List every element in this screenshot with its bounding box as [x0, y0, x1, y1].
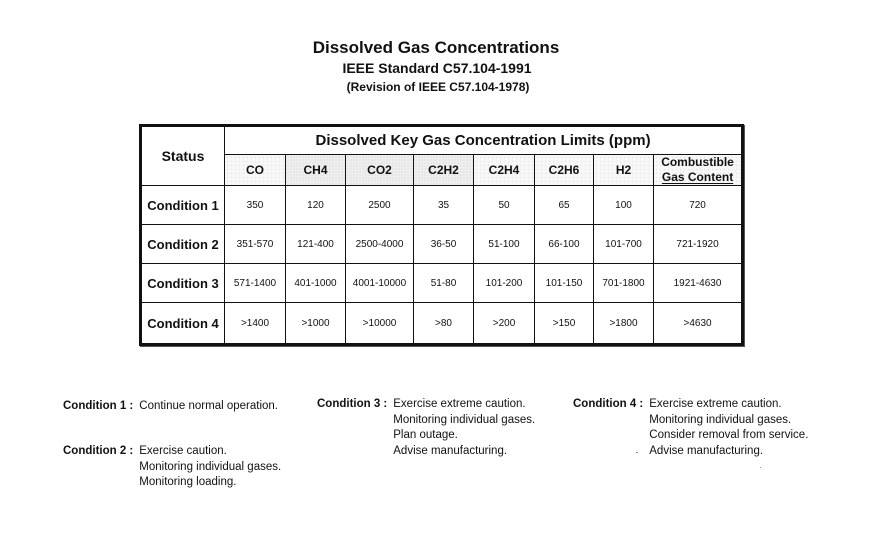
column-header-co2: CO2 [346, 155, 414, 186]
note-line: Exercise caution. [139, 445, 227, 457]
note-line: Monitoring individual gases. [393, 413, 536, 426]
column-header-c2h6: C2H6 [535, 155, 594, 186]
gas-concentration-table [139, 124, 744, 346]
table-cell: 101-150 [535, 264, 594, 303]
table-cell: 65 [535, 186, 594, 225]
table-cell: >200 [474, 303, 535, 345]
table-cell: >4630 [654, 303, 743, 345]
combustible-header-line2: Gas Content [661, 170, 734, 184]
table-cell: 720 [654, 186, 743, 225]
table-cell: 101-700 [594, 225, 654, 264]
table-cell: 4001-10000 [346, 264, 414, 303]
note-line: Plan outage. [393, 429, 458, 441]
table-cell: >1400 [225, 303, 286, 345]
note-label: Condition 2 : [63, 445, 134, 457]
note-line: Monitoring loading. [139, 476, 237, 488]
table-cell: 101-200 [474, 264, 535, 303]
note-lines [649, 397, 808, 459]
table-cell: >80 [414, 303, 474, 345]
note-line: Advise manufacturing. [649, 444, 764, 457]
table-cell: 100 [594, 186, 654, 225]
note-condition-4 [573, 397, 808, 459]
note-line: Exercise extreme caution. [393, 398, 526, 410]
table-cell: 401-1000 [286, 264, 346, 303]
column-header-combustible [654, 155, 743, 186]
table-row [141, 264, 743, 303]
table-cell: 1921-4630 [654, 264, 743, 303]
table-cell: 721-1920 [654, 225, 743, 264]
table-row [141, 186, 743, 225]
table-cell: >10000 [346, 303, 414, 345]
column-header-c2h4: C2H4 [474, 155, 535, 186]
table-cell: 36-50 [414, 225, 474, 264]
scan-speck [760, 467, 761, 468]
status-header: Status [141, 126, 225, 186]
table-row [141, 225, 743, 264]
table-cell: 51-100 [474, 225, 535, 264]
table-cell: 66-100 [535, 225, 594, 264]
note-lines [139, 444, 281, 491]
note-line: Advise manufacturing. [393, 444, 508, 457]
note-lines [139, 399, 278, 415]
table-cell: 35 [414, 186, 474, 225]
scan-speck [636, 452, 638, 453]
gas-header-row [141, 155, 743, 186]
table-cell: 351-570 [225, 225, 286, 264]
note-line: Exercise extreme caution. [649, 398, 782, 410]
note-lines [393, 397, 535, 459]
group-header: Dissolved Key Gas Concentration Limits (ppm) [225, 126, 743, 155]
combustible-header-line1: Combustible [661, 155, 734, 169]
note-condition-2 [63, 444, 281, 491]
column-header-c2h2: C2H2 [414, 155, 474, 186]
note-line: Consider removal from service. [649, 429, 809, 441]
table-cell: >150 [535, 303, 594, 345]
row-status: Condition 1 [141, 186, 225, 225]
row-status: Condition 3 [141, 264, 225, 303]
standard-subtitle: IEEE Standard C57.104-1991 [342, 60, 532, 76]
table-cell: 50 [474, 186, 535, 225]
table-cell: 701-1800 [594, 264, 654, 303]
note-label: Condition 4 : [573, 398, 644, 410]
note-label: Condition 1 : [63, 400, 134, 412]
table-cell: 2500-4000 [346, 225, 414, 264]
revision-note: (Revision of IEEE C57.104-1978) [346, 80, 530, 94]
column-header-ch4: CH4 [286, 155, 346, 186]
column-header-co: CO [225, 155, 286, 186]
column-header-h2: H2 [594, 155, 654, 186]
document-title: Dissolved Gas Concentrations [312, 38, 560, 57]
note-condition-1 [63, 399, 278, 415]
row-status: Condition 4 [141, 303, 225, 345]
note-line: Continue normal operation. [139, 400, 278, 412]
table-cell: 51-80 [414, 264, 474, 303]
table-cell: 121-400 [286, 225, 346, 264]
note-line: Monitoring individual gases. [139, 460, 282, 473]
table-cell: 571-1400 [225, 264, 286, 303]
table-row [141, 303, 743, 345]
note-condition-3 [317, 397, 535, 459]
table-cell: >1800 [594, 303, 654, 345]
table-cell: 350 [225, 186, 286, 225]
table-cell: 120 [286, 186, 346, 225]
table-cell: 2500 [346, 186, 414, 225]
note-label: Condition 3 : [317, 398, 388, 410]
table-cell: >1000 [286, 303, 346, 345]
row-status: Condition 2 [141, 225, 225, 264]
note-line: Monitoring individual gases. [649, 413, 792, 426]
